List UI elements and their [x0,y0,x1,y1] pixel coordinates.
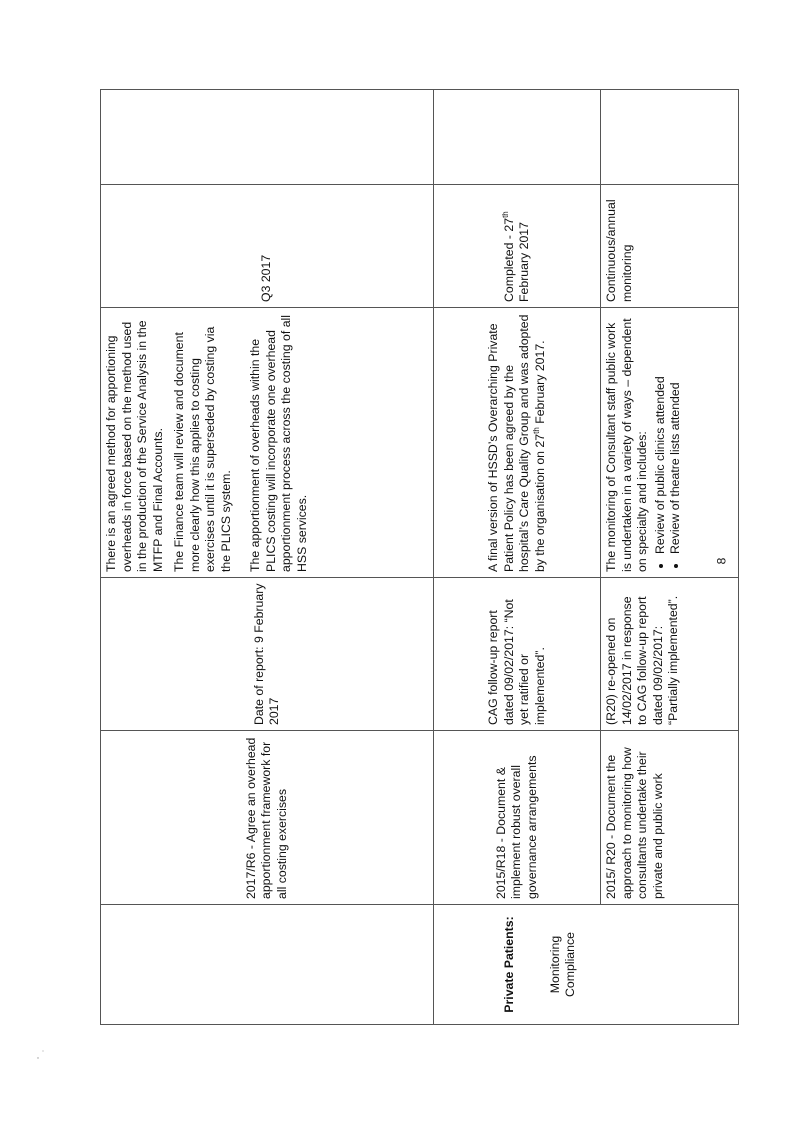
scan-specks [36,1048,46,1062]
rotated-table-page [100,90,740,1025]
recommendation-text: 2015/ R20 - Document the approach to monitoring how consultants undertake their private and public work [604,747,665,899]
bullet-list [653,313,684,572]
area-title: Private Patients: [502,916,516,1013]
status-cell [101,578,434,731]
timescale-cell [601,185,739,308]
area-subtitle: Monitoring Compliance [547,932,577,997]
action-paragraph: The monitoring of Consultant staff public work is undertaken in a variety of ways – dependent on specialty and includes: [604,318,649,572]
action-paragraph: A final version of HSSD’s Overarching Private Patient Policy has been agreed by the hospital’s Care Quality Group and was adopted by the organisation on 27 [486,314,547,572]
action-cell [601,308,739,578]
action-cell [434,308,601,578]
action-paragraph: There is an agreed method for apportioning overheads in force based on the method used in the production of the Service Analysis in the MTFP and Final Accounts. [104,320,165,572]
action-plan-table [100,89,739,1025]
recommendation-text: 2015/R18 - Document & implement robust overall governance arrangements [493,755,539,899]
area-cell [434,905,739,1025]
empty-cell [434,90,601,185]
recommendation-cell [434,731,601,905]
status-cell [434,578,601,731]
empty-cell [101,90,434,185]
action-paragraph: The apportionment of overheads within the PLICS costing will incorporate one overhead apportionment process across the costing of all HSS services. [248,314,309,572]
page-number: 8 [714,557,729,565]
recommendation-cell [101,731,434,905]
status-text: (R20) re-opened on 14/02/2017 in response to CAG follow-up report dated 09/02/2017: “Partially implemented”. [604,595,680,725]
table-row [101,90,434,1025]
status-text: Date of report: 9 February 2017 [251,583,281,725]
timescale-cell [101,185,434,308]
timescale-cell [434,185,601,308]
recommendation-cell [601,731,739,905]
timescale-text: February 2017 [517,222,531,302]
timescale-text: Q3 2017 [259,254,274,302]
status-cell [601,578,739,731]
list-item: • Review of theatre lists attended [668,313,684,554]
superscript: th [531,427,541,434]
timescale-text: Continuous/annual monitoring [604,199,634,302]
action-paragraph: February 2017. [532,340,547,424]
list-item: • Review of public clinics attended [653,313,669,554]
action-paragraph: The Finance team will review and document more clearly how this applies to costing exercises until it is superseded by costing via the PLICS system. [172,326,233,572]
table-row [434,90,601,1025]
superscript: th [500,211,510,218]
area-cell [101,905,434,1025]
action-cell [101,308,434,578]
recommendation-text: 2017/R6 - Agree an overhead apportionment framework for all costing exercises [243,737,289,899]
timescale-text: Completed - 27 [501,217,516,302]
status-text: CAG follow-up report dated 09/02/2017: “Not yet ratified or implemented”. [486,599,547,725]
empty-cell [601,90,739,185]
